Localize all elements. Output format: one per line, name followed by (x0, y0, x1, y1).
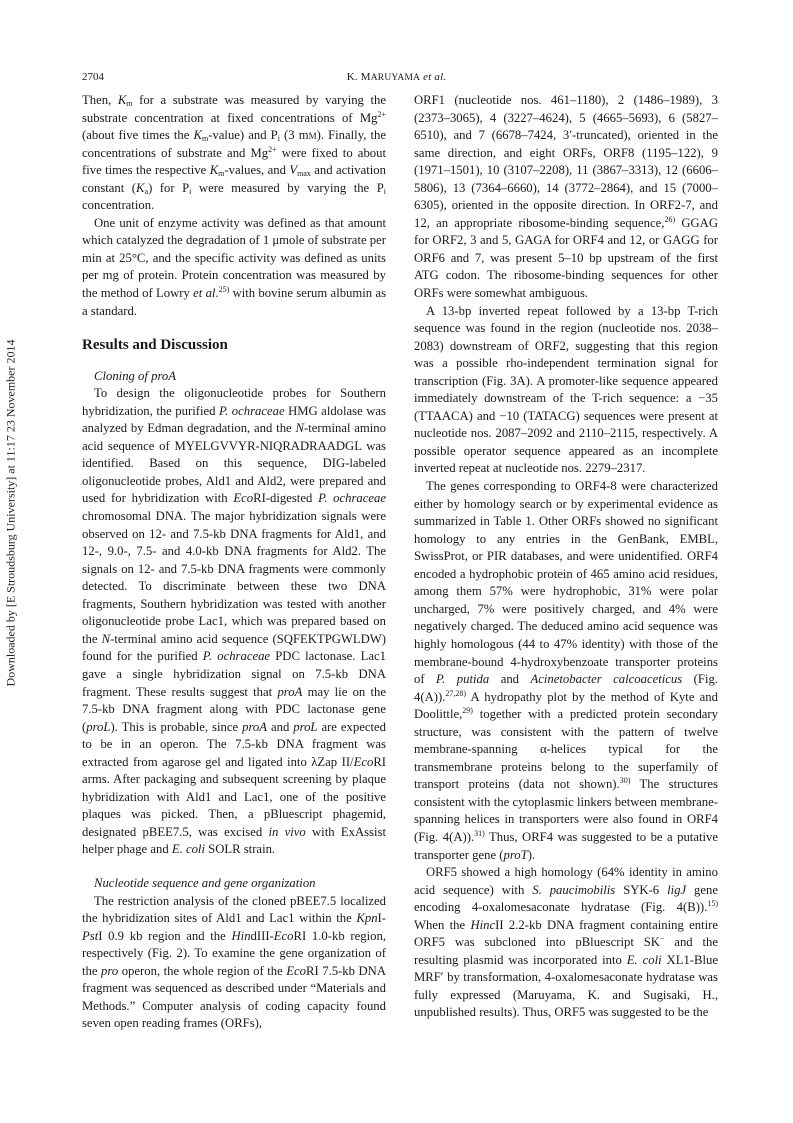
right-column (414, 92, 718, 1022)
section-heading: Results and Discussion (82, 337, 228, 354)
paragraph: To design the oligonucleotide probes for Southern hybridization, the purified P. ochraceae HMG aldolase was analyzed by Edman degradation, and the N-terminal amino acid sequence of MYELGVVYR-NIQRADRAADGL was identified. Based on this sequence, DIG-labeled oligonucleotide probes, Ald1 and Ald2, were prepared and used for hybridization with EcoRI-digested P. ochraceae chromosomal DNA. The major hybridization signals were observed on 12- and 7.5-kb DNA fragments for Ald1, and 12-, 9.0-, 7.5- and 4.0-kb DNA fragments for Ald2. The signals on 12- and 7.5-kb DNA fragments were commonly detected. To discriminate between these two DNA fragments, Southern hybridization was tested with another oligonucleotide probe Lac1, which was prepared based on the N-terminal amino acid sequence (SQFEKTPGWLDW) found for the purified P. ochraceae PDC lactonase. Lac1 gave a single hybridization signal on 7.5-kb DNA fragment. These results suggest that proA may lie on the 7.5-kb DNA fragment along with PDC lactonase gene (proL). This is probable, since proA and proL are expected to be in an operon. The 7.5-kb DNA fragment was extracted from agarose gel and ligated into λZap II/EcoRI arms. After packaging and subsequent screening by plaque hybridization with Ald1 and Lac1, one of the positive plaques was picked. Then, a pBluescript phagemid, designated pBEE7.5, was excised in vivo with ExAssist helper phage and E. coli SOLR strain. (82, 386, 387, 857)
download-note: Downloaded by [E Stroudsburg University] at 11:17 23 November 2014 (3, 339, 18, 687)
paragraph: ORF1 (nucleotide nos. 461–1180), 2 (1486–1989), 3 (2373–3065), 4 (3227–4624), 5 (4665–5693), 6 (5827–6510), and 7 (6678–7424, 3′-truncated), oriented in the same direction, and eight ORFs, ORF8 (1195–122), 9 (1971–1501), 10 (3107–2208), 11 (3867–3313), 12 (6606–5806), 13 (7364–6660), 14 (3772–2864), and 15 (7000–6305), oriented in the opposite direction. In ORF2-7, and 12, an appropriate ribosome-binding sequence,$^{26)}$ GGAG for ORF2, 3 and 5, GAGA for ORF4 and 12, or GAGG for ORF6 and 7, was present 5–10 bp upstream of the first ATG codon. The ribosome-binding sequences for other ORFs were somewhat ambiguous. (414, 93, 718, 301)
subheading: Nucleotide sequence and gene organization (94, 875, 316, 890)
page-number: 2704 (82, 71, 104, 83)
paragraph: Then, $K_m$ for a substrate was measured by varying the substrate concentration at fixed concentrations of $Mg^{2+}$ (about five times the $K_m-value$) and $P_i$ (3 mm). Finally, the concentrations of substrate and $Mg^{2+}$ were fixed to about five times the respective $K_m$-values, and $V_{max}$ and activation constant $(K_a)$ for $P_i$ were measured by varying the $P_i$ concentration. (82, 93, 386, 213)
running-head: K. MARUYAMA et al. (346, 71, 447, 83)
paragraph: The genes corresponding to ORF4-8 were characterized either by homology search or by experimental evidence as summarized in Table 1. Other ORFs showed no significant homology to any entries in the GenBank, EMBL, SwissProt, or PIR databases, and were unidentified. ORF4 encoded a hydrophobic protein of 465 amino acid residues, among them 57% were hydrophobic, 31% were polar uncharged, 7% were positively charged, and 4% were negatively charged. The deduced amino acid sequence was highly homologous (44 to 47% identity) with those of the membrane-bound 4-hydroxybenzoate transporter proteins of P. putida and Acinetobacter calcoaceticus (Fig. 4(A)).$^{27,28)}$ A hydropathy plot by the method of Kyte and Doolittle,$^{29)}$ together with a predicted protein secondary structure, was consistent with the pattern of twelve membrane-spanning α-helices typical for the transmembrane proteins belong to the superfamily of transport proteins (data not shown).$^{30)}$ The structures consistent with the cytoplasmic linkers between membrane-spanning helices in transporters were also found in ORF4 (Fig. 4(A)).$^{31)}$ Thus, ORF4 was suggested to be a putative transporter gene (proT). (414, 479, 718, 862)
paragraph: The restriction analysis of the cloned pBEE7.5 localized the hybridization sites of Ald1 and Lac1 within the KpnI-PstI 0.9 kb region and the HindIII-EcoRI 1.0-kb region, respectively (Fig. 2). To examine the gene organization of the pro operon, the whole region of the EcoRI 7.5-kb DNA fragment was sequenced as described under “Materials and Methods.” Computer analysis of coding capacity found seven open reading frames (ORFs), (82, 893, 386, 1031)
paragraph: ORF5 showed a high homology (64% identity in amino acid sequence) with S. paucimobilis SYK-6 ligJ gene encoding 4-oxalomesaconate hydratase (Fig. 4(B)).$^{15)}$ When the HincII 2.2-kb DNA fragment containing entire ORF5 was subcloned into pBluescript SK− and the resulting plasmid was incorporated into E. coli XL1-Blue MRF′ by transformation, 4-oxalomesaconate hydratase was fully expressed (Maruyama, K. and Sugisaki, H., unpublished results). Thus, ORF5 was suggested to be the (414, 865, 718, 1020)
download-watermark (2, 339, 20, 687)
paragraph: One unit of enzyme activity was defined as that amount which catalyzed the degradation of 1 μmole of substrate per min at 25°C, and the specific activity was defined as units per mg of protein. Protein concentration was measured by the method of Lowry et al.$^{25)}$ with bovine serum albumin as a standard. (82, 215, 387, 318)
paragraph: A 13-bp inverted repeat followed by a 13-bp T-rich sequence was found in the region (nucleotide nos. 2038–2083) downstream of ORF2, suggesting that this region was a possible rho-independent termination signal for transcription (Fig. 3A). A promoter-like sequence appeared immediately downstream of the T-rich sequence: a −35 (TTAACA) and −10 (TATACG) sequences were present at nucleotide nos. 2087–2092 and 2110–2115, respectively. A possible operator sequence appeared as an incomplete inverted repeat at nucleotide nos. 2279–2317. (414, 303, 718, 476)
left-column (82, 92, 386, 1033)
subheading: Cloning of proA (94, 368, 177, 383)
